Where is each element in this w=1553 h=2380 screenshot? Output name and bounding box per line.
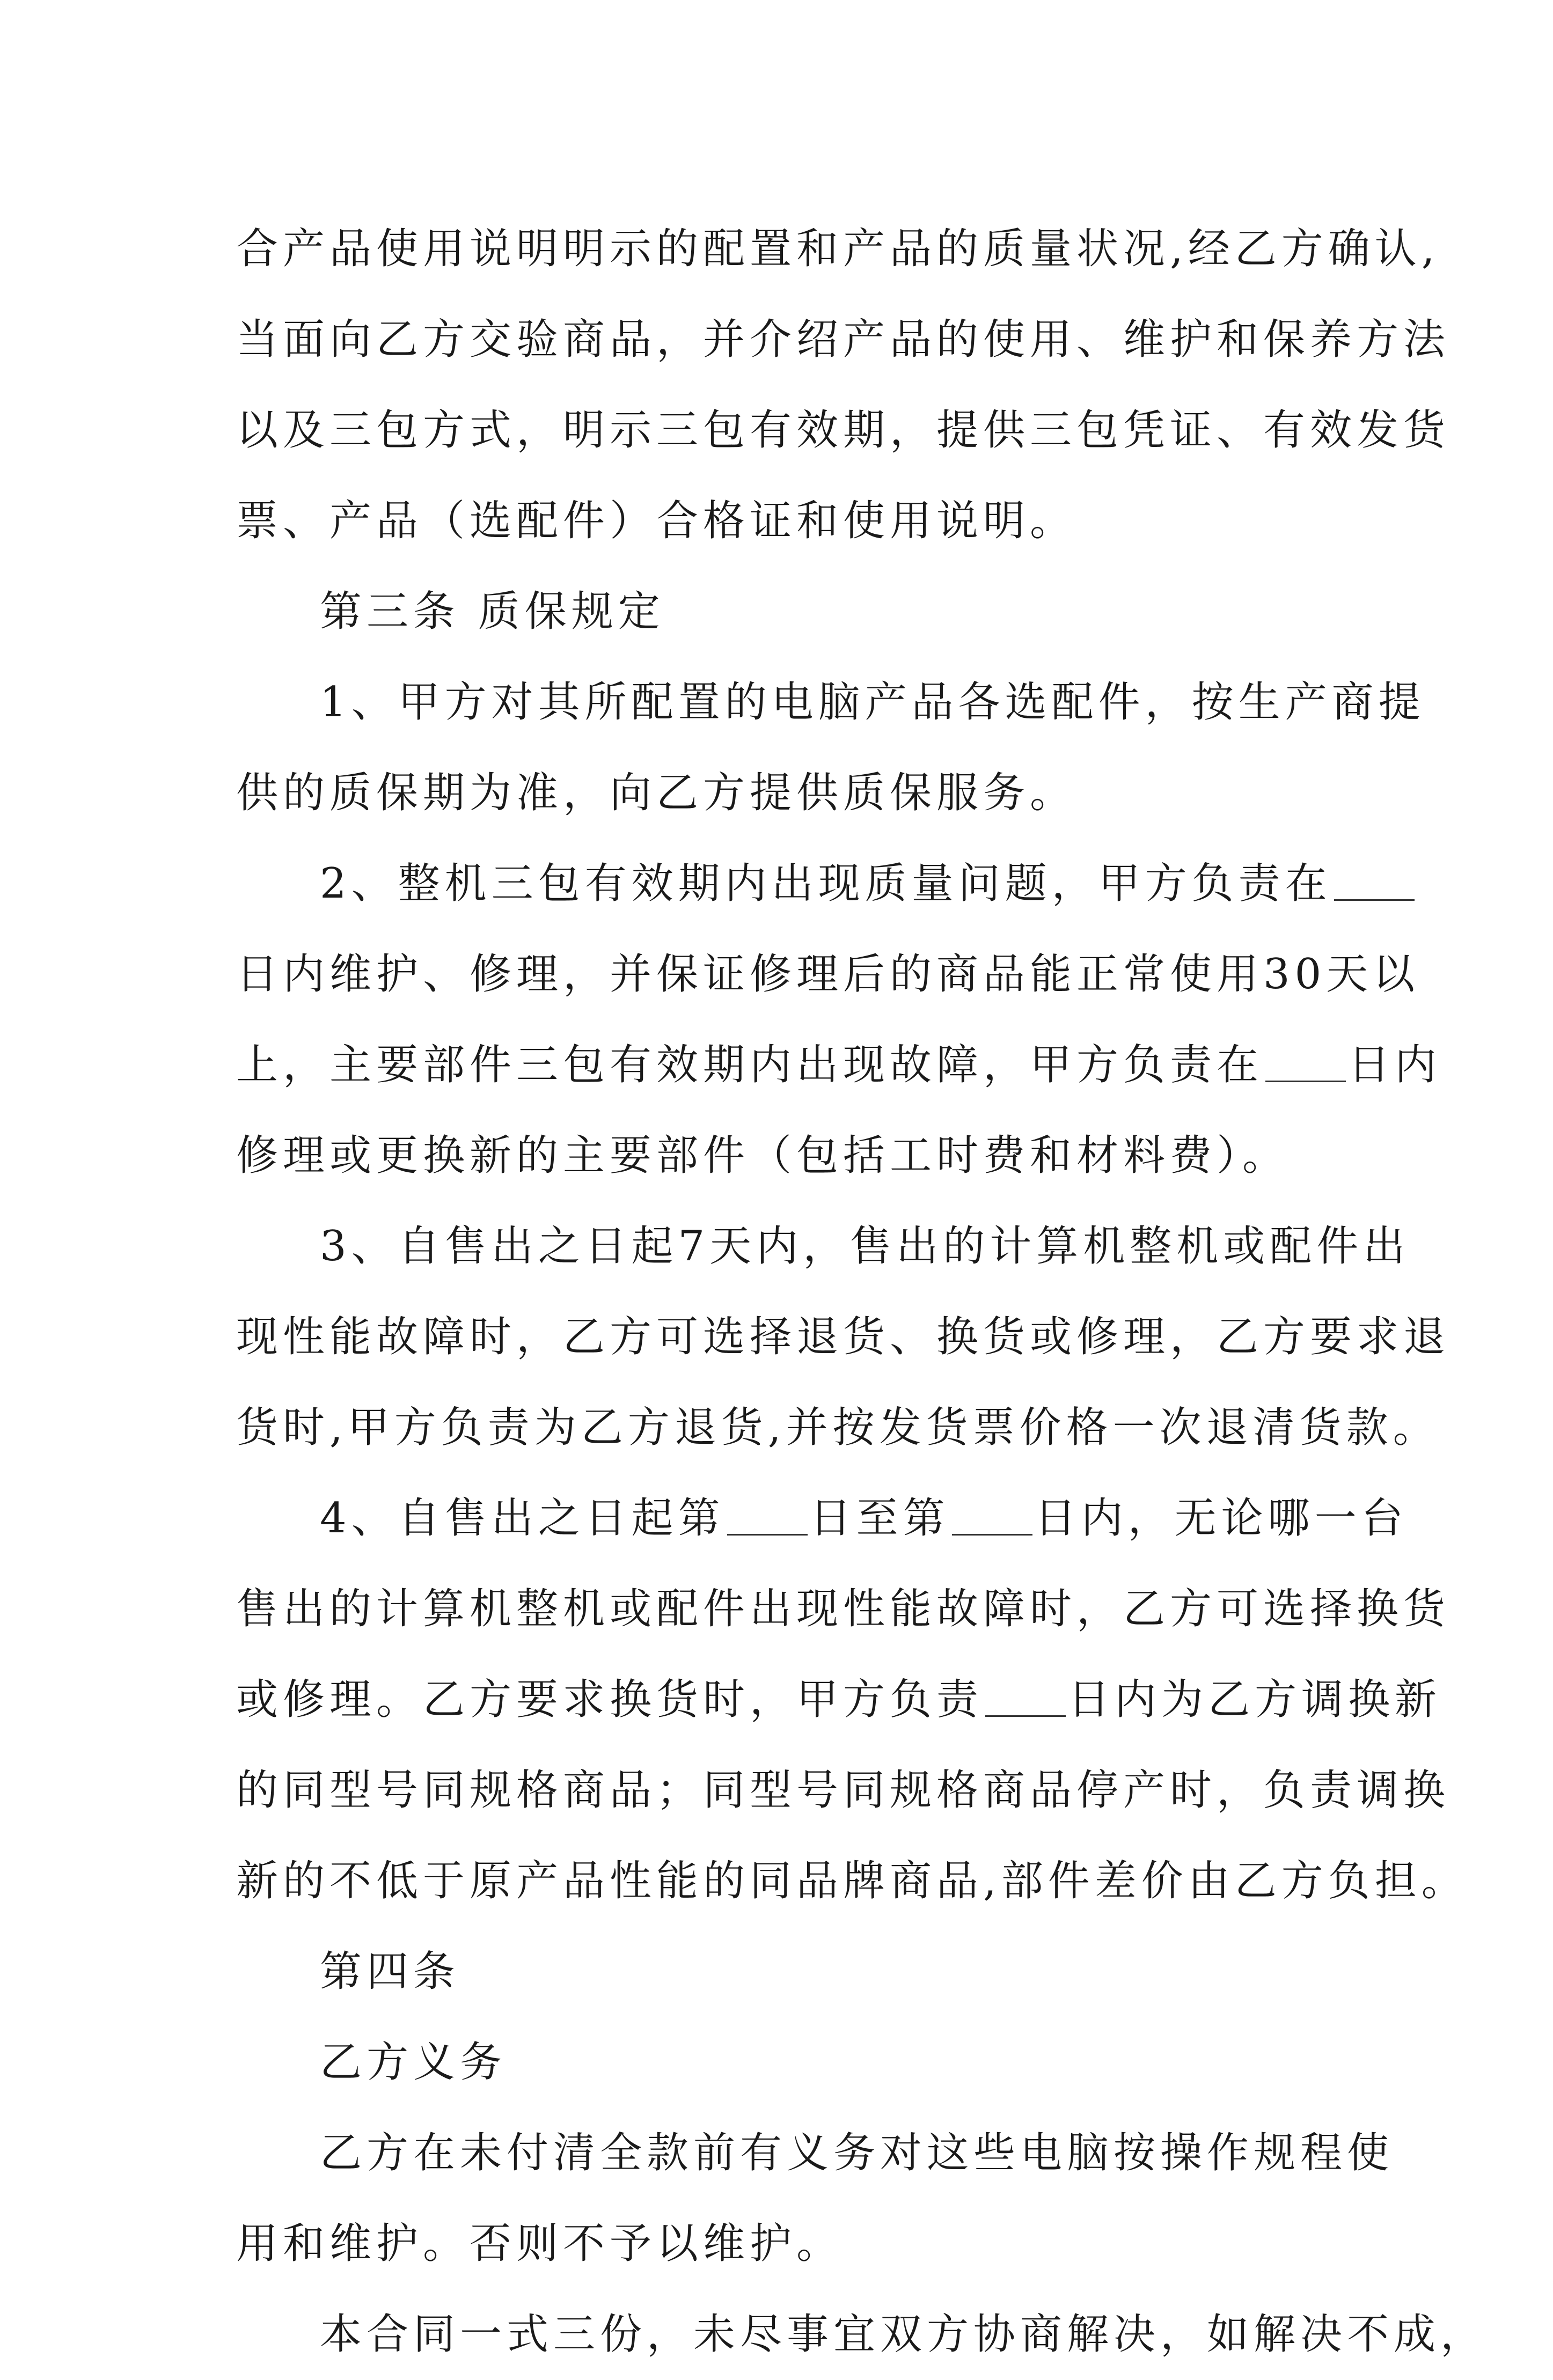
clause-text: 或修理。乙方要求换货时，甲方负责 [236,1676,984,1724]
clause-text: 上，主要部件三包有效期内出现故障，甲方负责在 [236,1041,1264,1089]
clause-text: 日至第 [809,1494,950,1542]
clause-2-line-3 [236,1020,1442,1111]
fill-blank [1334,851,1415,901]
text-line: 乙方在未付清全款前有义务对这些电脑按操作规程使 [320,2129,1394,2177]
document-body [236,204,1488,2380]
text-line: 用和维护。否则不予以维护。 [236,2220,844,2268]
fill-blank [1265,1032,1346,1082]
section-heading-article-3: 第三条 质保规定 [320,587,665,636]
text-line: 新的不低于原产品性能的同品牌商品,部件差价由乙方负担。 [236,1857,1468,1905]
text-line: 现性能故障时，乙方可选择退货、换货或修理，乙方要求退 [236,1313,1451,1361]
section-subheading-party-b-duty: 乙方义务 [320,2038,507,2087]
text-line: 合产品使用说明明示的配置和产品的质量状况,经乙方确认, [236,225,1440,273]
clause-4-line-1 [236,1473,1408,1564]
text-line: 以及三包方式，明示三包有效期，提供三包凭证、有效发货 [236,406,1451,454]
text-line: 售出的计算机整机或配件出现性能故障时，乙方可选择换货 [236,1585,1451,1633]
text-line: 供的质保期为准，向乙方提供质保服务。 [236,769,1077,817]
fill-blank [985,1667,1066,1717]
text-line: 票、产品（选配件）合格证和使用说明。 [236,497,1077,545]
text-line: 1、甲方对其所配置的电脑产品各选配件，按生产商提 [320,678,1425,726]
fill-blank [952,1486,1032,1536]
fill-blank [727,1486,808,1536]
clause-2-line-1 [236,839,1352,929]
text-line: 修理或更换新的主要部件（包括工时费和材料费）。 [236,1132,1290,1180]
text-line: 本合同一式三份，未尽事宜双方协商解决，如解决不成， [320,2310,1488,2359]
text-line: 日内维护、修理，并保证修理后的商品能正常使用30天以 [236,950,1420,998]
text-line: 货时,甲方负责为乙方退货,并按发货票价格一次退清货款。 [236,1404,1440,1452]
clause-text: 4、自售出之日起第 [320,1494,725,1542]
clause-text: 日内 [1348,1041,1442,1089]
text-line: 当面向乙方交验商品，并介绍产品的使用、维护和保养方法 [236,315,1451,364]
clause-text: 日内，无论哪一台 [1034,1494,1408,1542]
text-line: 的同型号同规格商品；同型号同规格商品停产时，负责调换 [236,1766,1451,1815]
clause-4-line-3 [236,1655,1442,1745]
text-line: 3、自售出之日起7天内，售出的计算机整机或配件出 [320,1222,1410,1270]
clause-text: 2、整机三包有效期内出现质量问题，甲方负责在 [320,860,1332,908]
clause-text: 日内为乙方调换新 [1068,1676,1442,1724]
section-heading-article-4: 第四条 [320,1948,460,1996]
